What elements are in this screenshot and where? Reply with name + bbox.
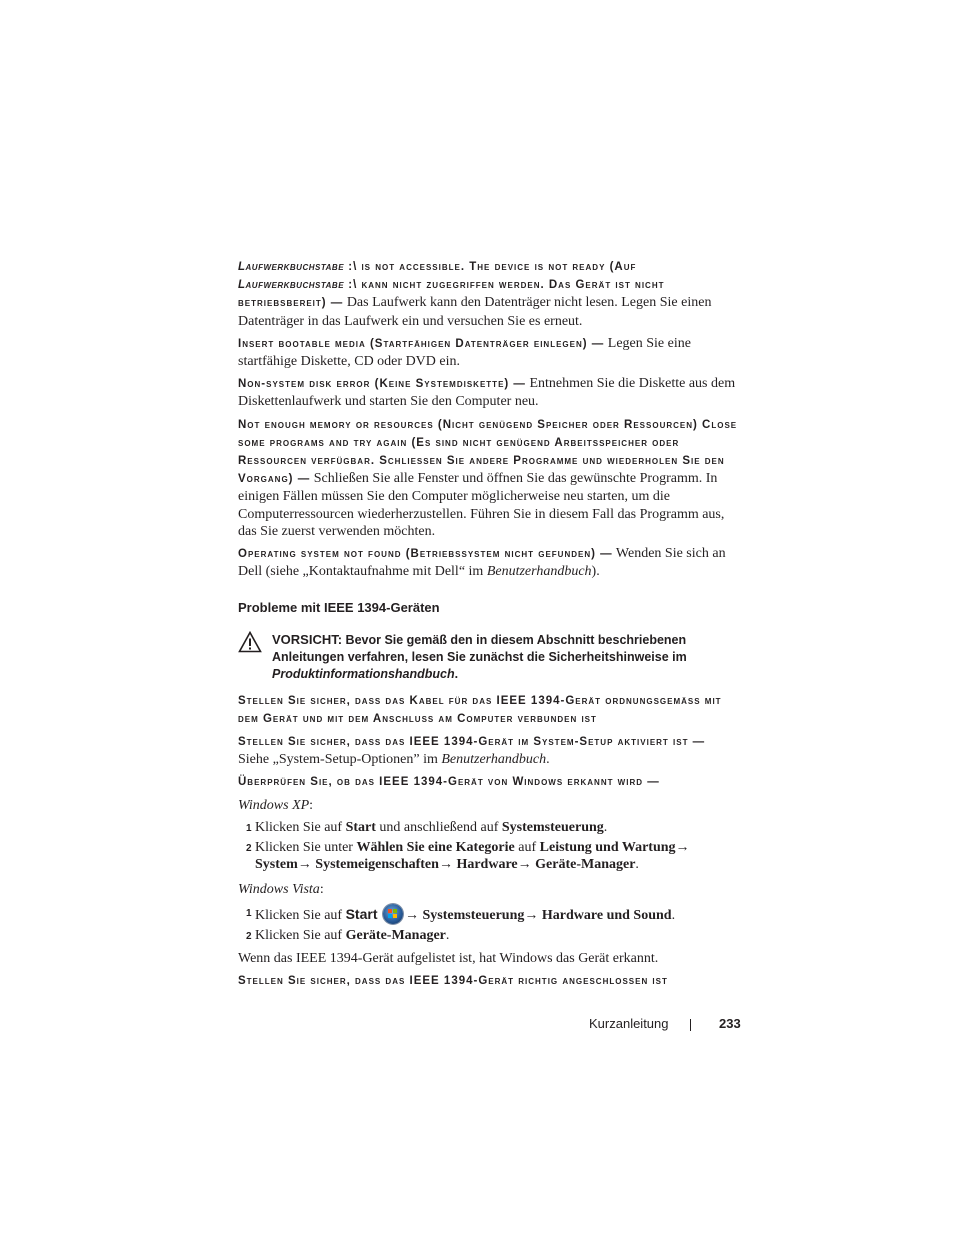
error-description: Das Laufwerk kann den Datenträger nicht lesen. Legen Sie einen Datenträger in das Laufwerk ein und versuchen Sie es erneut.: [238, 295, 712, 329]
error-heading: :\ is not accessible. The device is not ready (Auf: [344, 261, 637, 273]
error-description: Wenden Sie sich an Dell (siehe „Kontaktaufnahme mit Dell“ im: [238, 546, 726, 580]
check-heading: Stellen Sie sicher, dass das Kabel für das IEEE 1394-Gerät ordnungsgemäss mit dem Gerät und mit dem Anschluss am Computer verbunden ist: [238, 694, 722, 725]
error-heading: Not enough memory or resources (Nicht genügend Speicher oder Ressourcen) Close some programs and try again (Es sind nicht genügend Arbeitsspeicher oder Ressourcen verfügbar. Schliessen Sie andere Programme und wiederholen Sie den Vorgang) —: [238, 418, 738, 486]
ui-term: Hardware: [456, 857, 518, 873]
step-number: 2: [246, 843, 252, 855]
vista-step-1: 1 Klicken Sie auf Start → Systemsteuerung→ Hardware und Sound.: [246, 905, 676, 923]
arrow-separator: →: [517, 857, 536, 873]
error-block-non-system-disk: [238, 375, 738, 410]
manual-reference: Benutzerhandbuch: [441, 752, 547, 768]
check-connection-heading: [238, 972, 738, 990]
caution-note: VORSICHT: Bevor Sie gemäß den in diesem Abschnitt beschriebenen Anleitungen verfahren, lesen Sie zunächst die Sicherheitshinweise im Produktinformationshandbuch.: [238, 631, 738, 683]
ui-term: System: [255, 857, 298, 873]
step-number: 1: [246, 822, 252, 834]
arrow-separator: →: [297, 857, 316, 873]
ui-term: Geräte-Manager: [345, 927, 446, 943]
page-footer: [0, 1016, 954, 1036]
windows-xp-label: Windows XP:: [238, 797, 314, 813]
arrow-separator: →: [524, 907, 542, 923]
section-title: Probleme mit IEEE 1394-Geräten: [238, 600, 440, 616]
ui-term: Start: [345, 905, 378, 922]
error-heading: :\ kann nicht zugegriffen werden. Das Gerät ist nicht betriebsbereit) —: [238, 279, 665, 310]
step-number: 1: [246, 907, 252, 919]
xp-step-1: 1 Klicken Sie auf Start und anschließend auf Systemsteuerung.: [238, 819, 738, 836]
caution-label: VORSICHT:: [272, 631, 343, 647]
error-heading: Insert bootable media (Startfähigen Datenträger einlegen) —: [238, 337, 605, 350]
footer-label: Kurzanleitung: [589, 1016, 669, 1031]
error-block-drive-not-accessible: [238, 258, 738, 330]
caution-text: Bevor Sie gemäß den in diesem Abschnitt beschriebenen Anleitungen verfahren, lesen Sie zunächst die Sicherheitshinweise im: [272, 632, 687, 664]
windows-start-icon: [383, 904, 403, 924]
manual-reference: Produktinformationshandbuch: [272, 666, 455, 681]
check-heading: Stellen Sie sicher, dass das IEEE 1394-Gerät im System-Setup aktiviert ist —: [238, 736, 706, 749]
ui-term: Systemsteuerung: [501, 819, 604, 835]
arrow-separator: →: [438, 857, 457, 873]
check-setup-block: Stellen Sie sicher, dass das IEEE 1394-Gerät im System-Setup aktiviert ist — Siehe „System-Setup-Optionen” im Benutzerhandbuch.: [238, 736, 706, 768]
error-block-insert-bootable-media: [238, 335, 738, 370]
ui-term: Wählen Sie eine Kategorie: [356, 840, 515, 856]
warning-triangle-icon: [238, 631, 262, 653]
ui-term: Start: [345, 819, 376, 835]
drive-letter-placeholder: Laufwerkbuchstabe: [238, 279, 345, 292]
error-block-os-not-found: Operating system not found (Betriebssystem nicht gefunden) — Wenden Sie sich an Dell (siehe „Kontaktaufnahme mit Dell“ im Benutzerhandbuch).: [238, 546, 726, 580]
windows-vista-label: Windows Vista:: [238, 882, 324, 898]
check-heading: Überprüfen Sie, ob das IEEE 1394-Gerät von Windows erkannt wird —: [238, 776, 660, 789]
check-cable-heading: [238, 692, 738, 728]
step-number: 2: [246, 930, 252, 942]
vista-step-2: 2 Klicken Sie auf Geräte-Manager.: [238, 927, 738, 944]
check-description: Siehe „System-Setup-Optionen” im: [238, 752, 442, 768]
page-number: 233: [719, 1016, 741, 1031]
error-description: Entnehmen Sie die Diskette aus dem Diskettenlaufwerk und starten Sie den Computer neu.: [238, 376, 736, 410]
error-block-not-enough-memory: [238, 416, 738, 540]
check-heading: Stellen Sie sicher, dass das IEEE 1394-Gerät richtig angeschlossen ist: [238, 975, 668, 988]
error-heading: Non-system disk error (Keine Systemdiskette) —: [238, 378, 526, 391]
manual-reference: Benutzerhandbuch: [486, 564, 592, 580]
ui-term: Systemeigenschaften: [315, 857, 439, 873]
footer-divider: [690, 1019, 691, 1031]
page-content: [238, 258, 738, 996]
ui-term: Geräte-Manager: [535, 857, 636, 873]
ui-term: Hardware und Sound: [541, 907, 672, 923]
drive-letter-placeholder: Laufwerkbuchstabe: [238, 261, 345, 273]
xp-step-2: 2 Klicken Sie unter Wählen Sie eine Kategorie auf Leistung und Wartung→ System→ Systemeigenschaften→ Hardware→ Geräte-Manager.: [246, 840, 690, 873]
error-heading: Operating system not found (Betriebssystem nicht gefunden) —: [238, 548, 613, 561]
error-description: Legen Sie eine startfähige Diskette, CD oder DVD ein.: [238, 335, 691, 370]
arrow-separator: →: [675, 840, 690, 856]
ui-term: Systemsteuerung: [422, 907, 525, 923]
vista-note: Wenn das IEEE 1394-Gerät aufgelistet ist, hat Windows das Gerät erkannt.: [238, 951, 659, 967]
check-windows-heading: [238, 773, 738, 791]
ui-term: Leistung und Wartung: [539, 840, 676, 856]
error-description: Schließen Sie alle Fenster und öffnen Sie das gewünschte Programm. In einigen Fällen müssen Sie den Computer möglicherweise neu starten, um die Computerressourcen wiederherzustellen. Führen Sie in diesem Fall das Programm aus, das Sie zuerst verwenden möchten.: [238, 471, 725, 539]
arrow-separator: →: [405, 907, 423, 923]
